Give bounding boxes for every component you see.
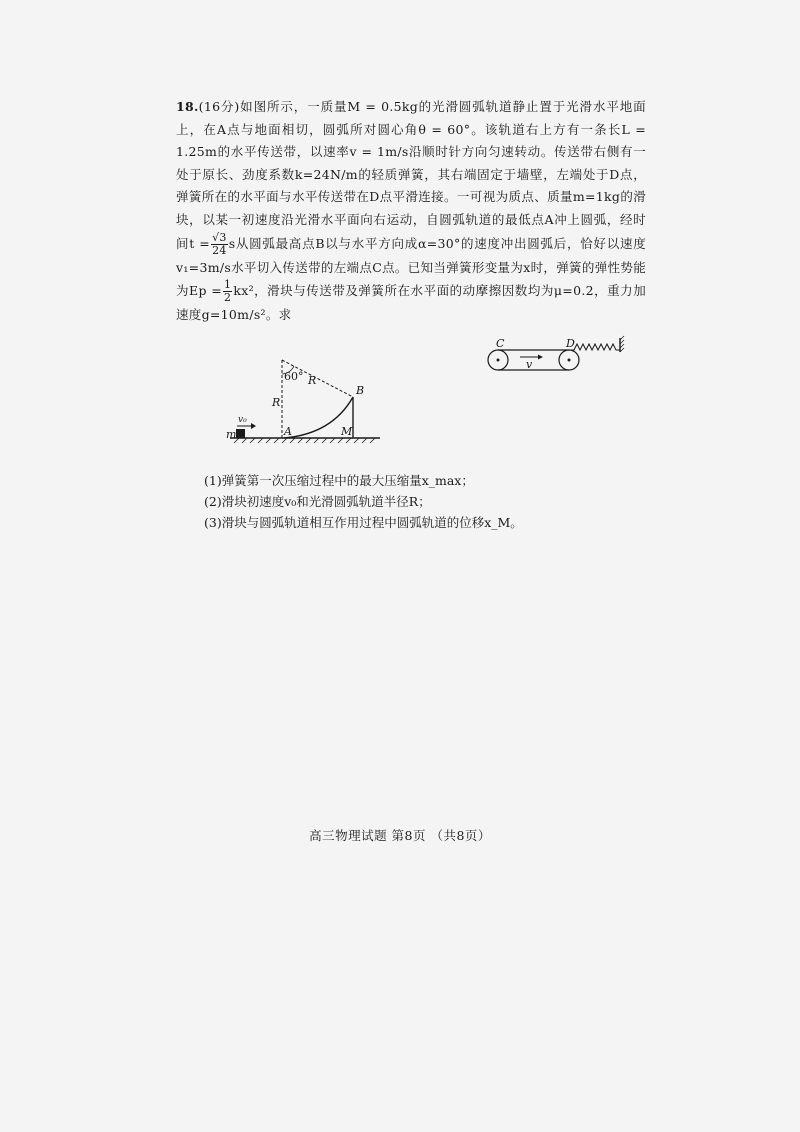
question-1: (1)弹簧第一次压缩过程中的最大压缩量x_max； bbox=[204, 473, 474, 488]
physics-figure bbox=[220, 330, 640, 450]
point-m-label: M bbox=[341, 425, 353, 438]
ep-fraction-denominator: 2 bbox=[224, 291, 232, 305]
belt-velocity-arrow-head bbox=[538, 355, 543, 360]
point-d-label: D bbox=[566, 337, 575, 350]
problem-text-part-1: 如图所示，一质量M = 0.5kg的光滑圆弧轨道静止置于光滑水平地面上，在A点与地面相切，圆弧所对圆心角θ = 60°。该轨道右上方有一条长L = 1.25m的水平传送带，以速率v = 1m/s沿顺时针方向匀速转动。传送带右侧有一处于原长、劲度系数k=24N/m的轻质弹簧，其右端固定于墙壁，左端处于D点，弹簧所在的水平面与水平传送带在D点平滑连接。一可视为质点、质量m=1kg的滑块，以某一初速度沿光滑水平面向右运动，自圆弧轨道的最低点A冲上圆弧，经时间t = bbox=[176, 99, 646, 251]
angle-label: 60° bbox=[284, 370, 304, 383]
time-fraction-numerator: √3 bbox=[212, 230, 227, 244]
vertical-radius-label: R bbox=[272, 396, 281, 409]
ep-fraction-numerator: 1 bbox=[224, 278, 232, 292]
point-b-label: B bbox=[356, 384, 365, 397]
belt-right-axle bbox=[568, 359, 571, 362]
ep-fraction bbox=[223, 279, 232, 304]
question-2: (2)滑块初速度v₀和光滑圆弧轨道半径R； bbox=[204, 494, 431, 509]
slider-block bbox=[236, 429, 245, 438]
mass-label: m bbox=[226, 428, 237, 441]
point-a-label: A bbox=[284, 425, 292, 438]
time-fraction bbox=[211, 232, 228, 257]
slant-radius-label: R bbox=[308, 374, 317, 387]
belt-left-axle bbox=[497, 359, 500, 362]
problem-text-part-2: s从圆弧最高点B以与水平方向成α=30°的速度冲出圆弧后，恰好以速度v₁=3m/s水平切入传送带的左端点C点。已知当弹簧形变量为x时，弹簧的弹性势能为Ep = bbox=[176, 235, 647, 299]
problem-text bbox=[176, 96, 646, 327]
spring bbox=[569, 344, 620, 350]
question-3: (3)滑块与圆弧轨道相互作用过程中圆弧轨道的位移x_M。 bbox=[204, 515, 523, 530]
point-c-label: C bbox=[496, 337, 505, 350]
time-fraction-denominator: 24 bbox=[212, 243, 227, 257]
problem-18 bbox=[176, 96, 646, 327]
belt-velocity-label: v bbox=[526, 358, 533, 371]
velocity-label: v₀ bbox=[238, 415, 247, 425]
ground-hatching bbox=[234, 438, 375, 443]
page-footer: 高三物理试题 第8页 （共8页） bbox=[309, 828, 491, 843]
sub-questions bbox=[204, 470, 664, 533]
problem-number: 18. bbox=[176, 99, 199, 114]
problem-points: (16分) bbox=[198, 99, 240, 114]
velocity-arrow-head bbox=[251, 423, 256, 429]
problem-text-part-3: kx²，滑块与传送带及弹簧所在水平面的动摩擦因数均为μ=0.2，重力加速度g=10m/s²。求 bbox=[176, 283, 646, 323]
